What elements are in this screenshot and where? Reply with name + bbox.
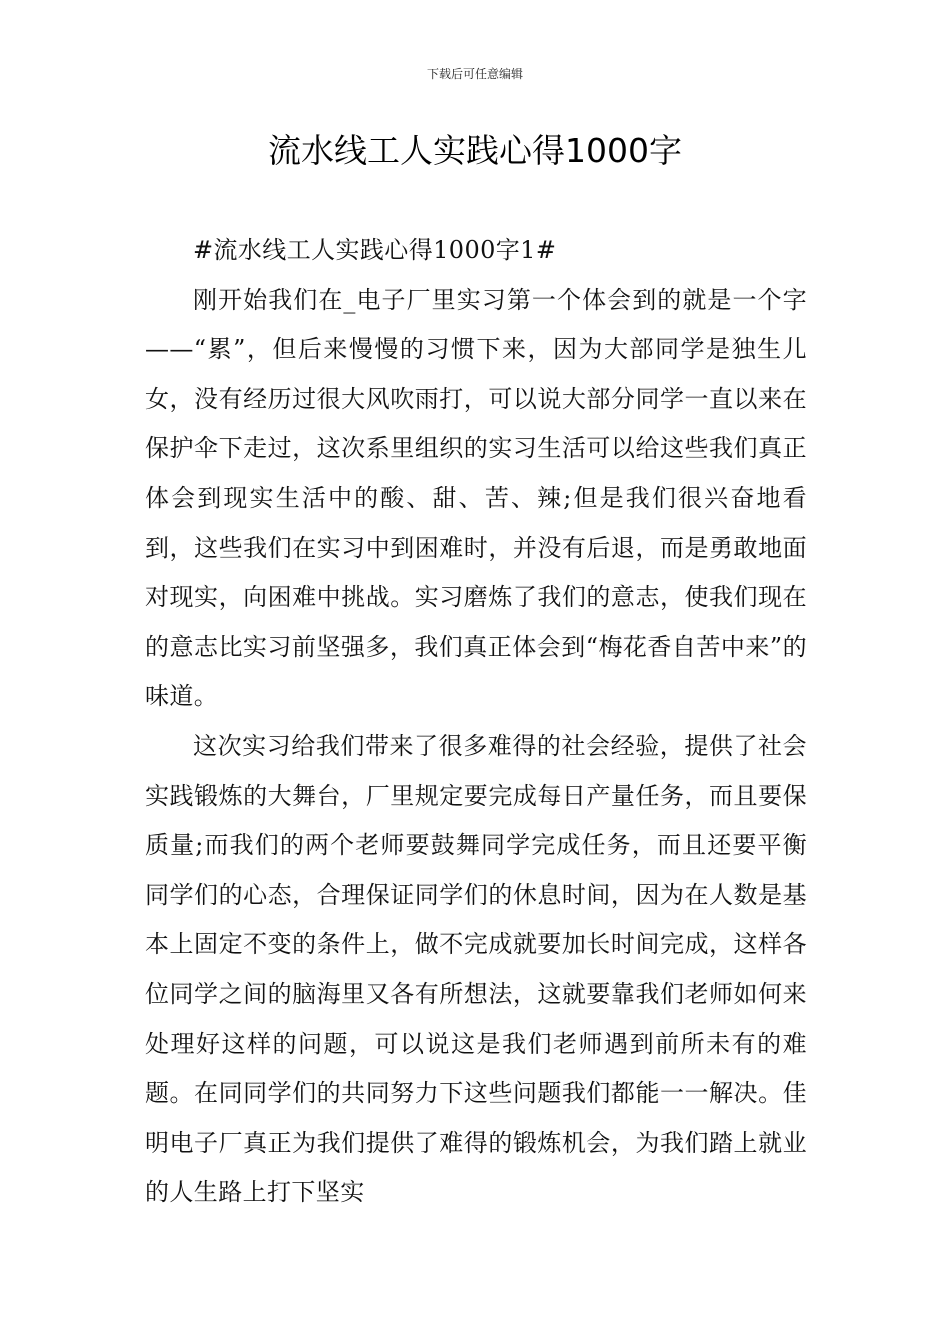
paragraph-1: 刚开始我们在_电子厂里实习第一个体会到的就是一个字——“累”，但后来慢慢的习惯下来，因为大部同学是独生儿女，没有经历过很大风吹雨打，可以说大部分同学一直以来在保护伞下走过，这次系里组织的实习生活可以给这些我们真正体会到现实生活中的酸、甜、苦、辣;但是我们很兴奋地看到，这些我们在实习中到困难时，并没有后退，而是勇敢地面对现实，向困难中挑战。实习磨炼了我们的意志，使我们现在的意志比实习前坚强多，我们真正体会到“梅花香自苦中来”的味道。	[145, 285, 807, 711]
header-note: 下载后可任意编辑	[426, 67, 523, 81]
section-heading: #流水线工人实践心得1000字1#	[193, 236, 557, 264]
document-title: 流水线工人实践心得1000字	[268, 131, 682, 170]
document-body	[145, 226, 807, 1218]
paragraph-2: 这次实习给我们带来了很多难得的社会经验，提供了社会实践锻炼的大舞台，厂里规定要完成每日产量任务，而且要保质量;而我们的两个老师要鼓舞同学完成任务，而且还要平衡同学们的心态，合理保证同学们的休息时间，因为在人数是基本上固定不变的条件上，做不完成就要加长时间完成，这样各位同学之间的脑海里又各有所想法，这就要靠我们老师如何来处理好这样的问题，可以说这是我们老师遇到前所未有的难题。在同同学们的共同努力下这些问题我们都能一一解决。佳明电子厂真正为我们提供了难得的锻炼机会，为我们踏上就业的人生路上打下坚实	[145, 731, 807, 1207]
